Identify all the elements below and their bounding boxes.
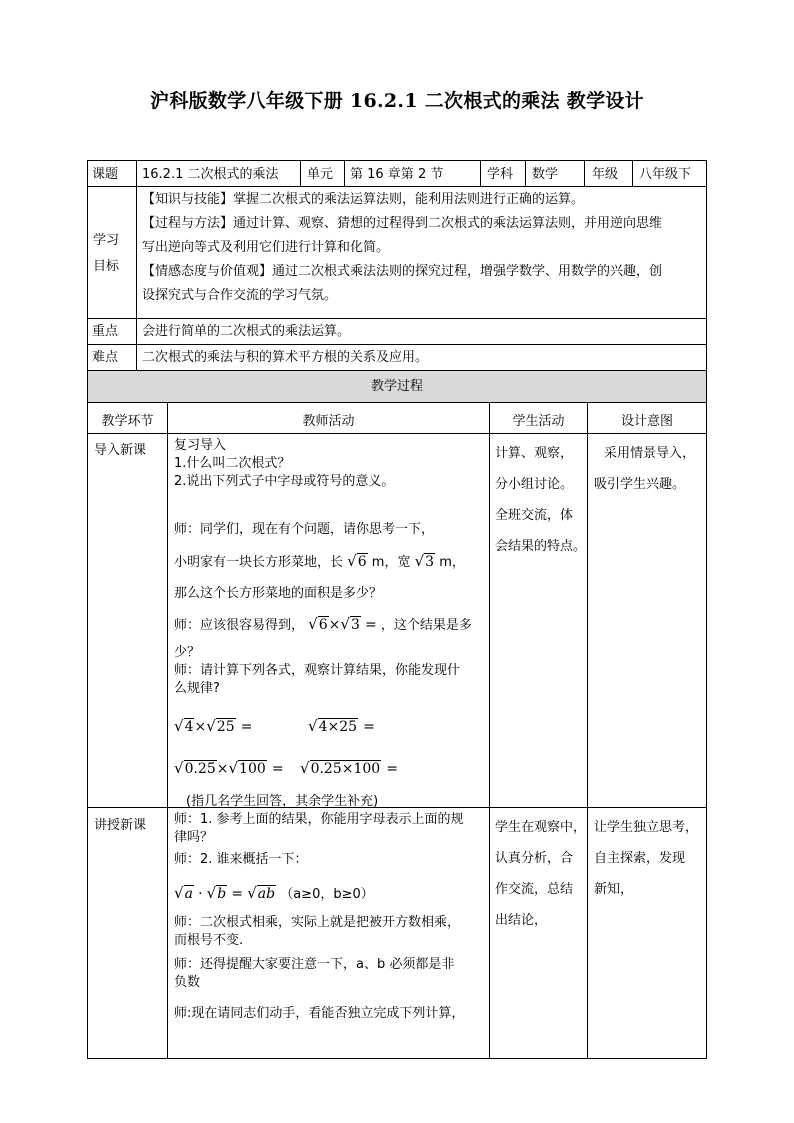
intro-teacher-line: 师：请计算下列各式，观察计算结果，你能发现什 [174,663,461,678]
intro-student-activity [495,438,586,562]
text-span: m，宽 [371,555,411,570]
intent-line: 让学生独立思考， [594,820,699,835]
lecture-teacher-line: 师：二次根式相乘，实际上就是把被开方数相乘， [174,915,461,930]
student-line: 认真分析，合 [495,851,574,866]
difficulty-label: 难点 [92,350,119,365]
lecture-teacher-line: 师：2. 谁来概括一下： [174,852,308,867]
intent-line: 采用情景导入， [604,446,696,461]
multiplication-rule-formula [174,883,374,902]
radicand: 0.25×100 [310,761,381,777]
expr-sqrt-025x100 [300,758,398,777]
lecture-design-intent [594,812,698,905]
sqrt-a: √a [174,884,193,902]
expr-sqrt4-times-sqrt25 [174,716,252,735]
sqrt-3: √3 [414,552,435,570]
radicand: 3 [350,617,360,633]
page-title: 沪科版数学八年级下册 16.2.1 二次根式的乘法 教学设计 [150,90,644,112]
sqrt-0-25: √0.25 [174,759,216,777]
radicand: 6 [318,617,328,633]
sqrt-6: √6 [347,552,367,570]
unit-label: 单元 [307,167,334,182]
subject-value: 数学 [532,167,559,182]
intro-teacher-line: 复习导入 [174,438,227,453]
intro-teacher-line: 2.说出下列式子中字母或符号的意义。 [174,474,395,489]
student-line: 会结果的特点。 [495,539,587,554]
radicand: 0.25 [184,761,216,777]
objectives-label-1: 学习 [93,233,120,248]
student-line: 分小组讨论。 [495,477,574,492]
intro-garden-line [174,550,465,574]
header-stage: 教学环节 [101,414,154,429]
lecture-teacher-activity-2 [174,914,486,992]
intro-design-intent [594,438,695,500]
header-teacher: 教师活动 [302,414,355,429]
unit-value: 第 16 章第 2 节 [350,167,444,182]
equals-sign: = [271,761,284,777]
text-span: m， [439,555,465,570]
equals-sign: = [365,617,377,633]
process-banner [88,371,706,402]
subject-label: 学科 [487,167,514,182]
intro-area-question: 那么这个长方形菜地的面积是多少？ [174,586,383,601]
intro-teacher-line: 么规律? [174,681,220,696]
process-banner-text: 教学过程 [370,379,423,394]
times-sign: × [194,719,207,735]
formula-condition: （a≥0，b≥0） [280,887,374,902]
times-sign: × [216,761,229,777]
topic-label: 课题 [92,167,119,182]
grade-value: 八年级下 [639,167,692,182]
sqrt-25: √25 [206,717,235,735]
sqrt-0-25x100: √0.25×100 [300,759,381,777]
radicand: b [217,886,227,902]
radicand: a [184,886,193,902]
lecture-teacher-activity [174,811,486,869]
lecture-teacher-line: 负数 [174,975,201,990]
expr-sqrt025-times-sqrt100 [174,758,284,777]
equals-sign: = [386,761,399,777]
radicand: 6 [357,554,367,570]
sqrt-100: √100 [228,759,266,777]
lecture-teacher-task: 师:现在请同志们动手，看能否独立完成下列计算， [174,1006,465,1021]
intro-teacher-activity [174,437,486,491]
intent-line: 新知， [594,882,634,897]
objectives-text [142,188,704,308]
grade-label: 年级 [592,167,619,182]
student-line: 全班交流，体 [495,508,574,523]
sqrt-b: √b [206,884,227,902]
objective-process-cont: 写出逆向等式及利用它们进行计算和化简。 [142,240,390,255]
sqrt-4: √4 [174,717,194,735]
expr-sqrt-4x25 [308,716,375,735]
lecture-teacher-line: 而根号不变. [174,933,244,948]
student-line: 计算、观察， [495,446,574,461]
student-line: 出结论， [495,913,548,928]
intro-teacher-question: 师：同学们，现在有个问题，请你思考一下， [174,522,435,537]
equals-sign: = [240,719,253,735]
radicand: 3 [425,554,435,570]
sqrt-4x25: √4×25 [308,717,358,735]
lecture-teacher-line: 师：还得提醒大家要注意一下，a、b 必须都是非 [174,957,455,972]
times-sign: × [328,617,341,633]
key-point-label: 重点 [92,324,119,339]
intent-line: 吸引学生兴趣。 [594,477,686,492]
intro-teacher-line: 1.什么叫二次根式？ [174,456,291,471]
radicand: 4×25 [318,719,358,735]
radicand: ab [257,886,276,902]
objective-process: 【过程与方法】通过计算、观察、猜想的过程得到二次根式的乘法运算法则，并用逆向思维 [142,216,663,231]
objective-knowledge: 【知识与技能】掌握二次根式的乘法运算法则，能利用法则进行正确的运算。 [142,192,585,207]
header-student: 学生活动 [512,414,565,429]
lecture-student-activity [495,812,586,936]
text-span: ，这个结果是多 [380,618,472,633]
radicand: 25 [216,719,235,735]
intro-teacher-line: 少？ [174,645,201,660]
intent-line: 自主探索，发现 [594,851,686,866]
objective-attitude-cont: 设探究式与合作交流的学习气氛。 [142,288,338,303]
lecture-stage: 讲授新课 [94,818,147,833]
intro-teacher-activity-2 [174,644,486,698]
radicand: 100 [239,761,266,777]
sqrt-3: √3 [340,615,360,633]
intro-product-line [174,613,472,637]
equals-sign: = [231,886,244,902]
student-line: 作交流，总结 [495,882,574,897]
key-point-text: 会进行简单的二次根式的乘法运算。 [142,324,351,339]
lecture-teacher-line: 师：1. 参考上面的结果，你能用字母表示上面的规 [174,812,464,827]
radicand: 4 [184,719,194,735]
difficulty-text: 二次根式的乘法与积的算术平方根的关系及应用。 [142,350,429,365]
dot-sign: · [198,886,203,902]
header-intent: 设计意图 [620,414,673,429]
student-line: 学生在观察中， [495,820,587,835]
intro-stage: 导入新课 [94,443,147,458]
equals-sign: = [363,719,375,735]
objectives-label-2: 目标 [93,259,120,274]
lecture-teacher-line: 律吗？ [174,830,214,845]
text-span: 小明家有一块长方形菜地，长 [174,555,344,570]
topic-value: 16.2.1 二次根式的乘法 [142,167,279,182]
sqrt-ab: √ab [247,884,276,902]
text-span: 师：应该很容易得到， [174,618,305,633]
sqrt-6: √6 [308,615,328,633]
intro-student-answer-note: (指几名学生回答，其余学生补充) [186,794,379,809]
objective-attitude: 【情感态度与价值观】通过二次根式乘法法则的探究过程，增强学数学、用数学的兴趣，创 [142,264,663,279]
